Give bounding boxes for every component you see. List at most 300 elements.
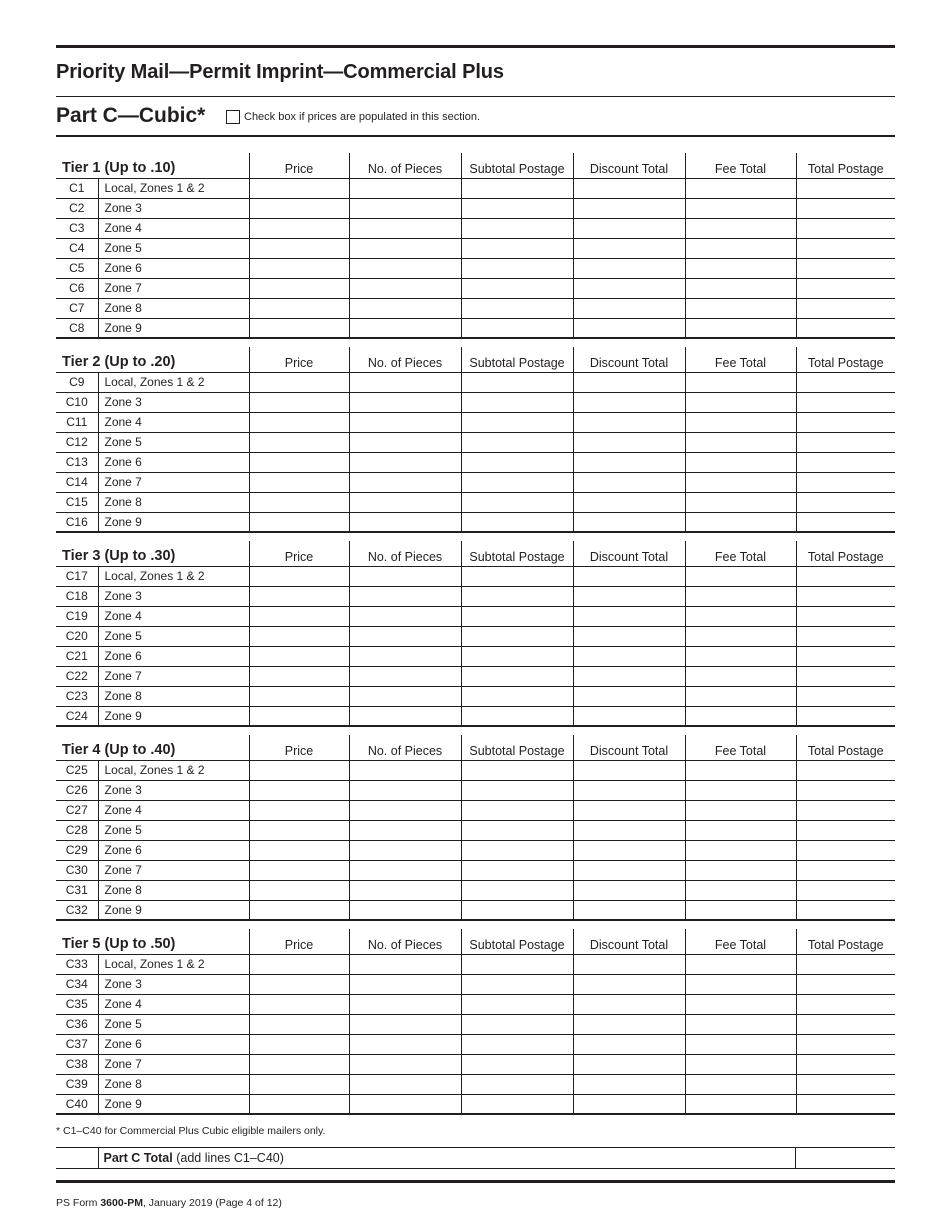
- zone-label: Zone 8: [98, 1074, 249, 1094]
- total-field[interactable]: [796, 512, 895, 532]
- subtotal-field[interactable]: [461, 820, 573, 840]
- pieces-field[interactable]: [349, 392, 461, 412]
- discount-field[interactable]: [573, 994, 685, 1014]
- price-field[interactable]: [249, 974, 349, 994]
- pieces-field[interactable]: [349, 1074, 461, 1094]
- column-header-price: Price: [249, 347, 349, 372]
- zone-label: Zone 5: [98, 432, 249, 452]
- subtotal-field[interactable]: [461, 686, 573, 706]
- price-field[interactable]: [249, 780, 349, 800]
- line-code: C1: [56, 178, 98, 198]
- line-code: C7: [56, 298, 98, 318]
- fee-field[interactable]: [685, 392, 796, 412]
- fee-field[interactable]: [685, 954, 796, 974]
- line-code: C38: [56, 1054, 98, 1074]
- table-row: [56, 994, 895, 1014]
- table-row: [56, 666, 895, 686]
- discount-field[interactable]: [573, 860, 685, 880]
- table-row: [56, 760, 895, 780]
- price-field[interactable]: [249, 666, 349, 686]
- price-field[interactable]: [249, 1094, 349, 1114]
- top-rule: [56, 45, 895, 48]
- subtotal-field[interactable]: [461, 954, 573, 974]
- subtotal-field[interactable]: [461, 238, 573, 258]
- pieces-field[interactable]: [349, 372, 461, 392]
- subtotal-field[interactable]: [461, 706, 573, 726]
- total-field[interactable]: [796, 412, 895, 432]
- pieces-field[interactable]: [349, 954, 461, 974]
- pieces-field[interactable]: [349, 492, 461, 512]
- discount-field[interactable]: [573, 452, 685, 472]
- zone-label: Zone 9: [98, 706, 249, 726]
- discount-field[interactable]: [573, 412, 685, 432]
- pieces-field[interactable]: [349, 974, 461, 994]
- price-field[interactable]: [249, 626, 349, 646]
- subtotal-field[interactable]: [461, 566, 573, 586]
- subtotal-field[interactable]: [461, 218, 573, 238]
- fee-field[interactable]: [685, 1074, 796, 1094]
- discount-field[interactable]: [573, 760, 685, 780]
- footer-suffix: , January 2019 (Page 4 of 12): [142, 1197, 282, 1209]
- discount-field[interactable]: [573, 258, 685, 278]
- line-code: C35: [56, 994, 98, 1014]
- total-field[interactable]: [796, 706, 895, 726]
- subtotal-field[interactable]: [461, 452, 573, 472]
- discount-field[interactable]: [573, 198, 685, 218]
- table-row: [56, 646, 895, 666]
- table-row: [56, 706, 895, 726]
- discount-field[interactable]: [573, 1034, 685, 1054]
- total-field[interactable]: [796, 780, 895, 800]
- total-field[interactable]: [796, 686, 895, 706]
- pieces-field[interactable]: [349, 258, 461, 278]
- fee-field[interactable]: [685, 1094, 796, 1114]
- discount-field[interactable]: [573, 566, 685, 586]
- discount-field[interactable]: [573, 606, 685, 626]
- discount-field[interactable]: [573, 238, 685, 258]
- price-field[interactable]: [249, 1014, 349, 1034]
- fee-field[interactable]: [685, 318, 796, 338]
- subtotal-field[interactable]: [461, 780, 573, 800]
- pieces-field[interactable]: [349, 512, 461, 532]
- total-field[interactable]: [796, 258, 895, 278]
- pieces-field[interactable]: [349, 626, 461, 646]
- subtotal-field[interactable]: [461, 800, 573, 820]
- fee-field[interactable]: [685, 372, 796, 392]
- total-field[interactable]: [796, 820, 895, 840]
- total-field[interactable]: [796, 372, 895, 392]
- fee-field[interactable]: [685, 278, 796, 298]
- fee-field[interactable]: [685, 258, 796, 278]
- total-field[interactable]: [796, 452, 895, 472]
- pieces-field[interactable]: [349, 452, 461, 472]
- line-code: C34: [56, 974, 98, 994]
- fee-field[interactable]: [685, 198, 796, 218]
- fee-field[interactable]: [685, 178, 796, 198]
- table-row: [56, 392, 895, 412]
- pieces-field[interactable]: [349, 198, 461, 218]
- total-field[interactable]: [796, 1074, 895, 1094]
- table-row: [56, 512, 895, 532]
- bottom-rule: [56, 1180, 895, 1183]
- table-row: [56, 258, 895, 278]
- total-field[interactable]: [796, 900, 895, 920]
- price-field[interactable]: [249, 432, 349, 452]
- column-header-price: Price: [249, 929, 349, 954]
- fee-field[interactable]: [685, 974, 796, 994]
- total-field[interactable]: [796, 392, 895, 412]
- line-code: C31: [56, 880, 98, 900]
- subtotal-field[interactable]: [461, 606, 573, 626]
- discount-field[interactable]: [573, 298, 685, 318]
- price-field[interactable]: [249, 258, 349, 278]
- subtotal-field[interactable]: [461, 432, 573, 452]
- fee-field[interactable]: [685, 492, 796, 512]
- total-field[interactable]: [796, 178, 895, 198]
- fee-field[interactable]: [685, 606, 796, 626]
- prices-populated-label: Check box if prices are populated in this section.: [244, 111, 481, 123]
- fee-field[interactable]: [685, 646, 796, 666]
- subtotal-field[interactable]: [461, 646, 573, 666]
- total-field[interactable]: [796, 646, 895, 666]
- fee-field[interactable]: [685, 218, 796, 238]
- pieces-field[interactable]: [349, 278, 461, 298]
- line-code: C36: [56, 1014, 98, 1034]
- fee-field[interactable]: [685, 472, 796, 492]
- price-field[interactable]: [249, 412, 349, 432]
- fee-field[interactable]: [685, 586, 796, 606]
- pieces-field[interactable]: [349, 994, 461, 1014]
- price-field[interactable]: [249, 586, 349, 606]
- pieces-field[interactable]: [349, 800, 461, 820]
- price-field[interactable]: [249, 900, 349, 920]
- total-field[interactable]: [796, 974, 895, 994]
- tier-header-row: [56, 347, 895, 372]
- discount-field[interactable]: [573, 706, 685, 726]
- fee-field[interactable]: [685, 666, 796, 686]
- pieces-field[interactable]: [349, 586, 461, 606]
- total-field[interactable]: [796, 238, 895, 258]
- price-field[interactable]: [249, 566, 349, 586]
- table-row: [56, 1054, 895, 1074]
- pieces-field[interactable]: [349, 1034, 461, 1054]
- price-field[interactable]: [249, 472, 349, 492]
- tier-table: [56, 735, 895, 921]
- pieces-field[interactable]: [349, 432, 461, 452]
- price-field[interactable]: [249, 298, 349, 318]
- table-row: [56, 820, 895, 840]
- price-field[interactable]: [249, 238, 349, 258]
- total-field[interactable]: [796, 432, 895, 452]
- pieces-field[interactable]: [349, 880, 461, 900]
- part-title: Part C—Cubic*: [56, 104, 206, 127]
- price-field[interactable]: [249, 800, 349, 820]
- price-field[interactable]: [249, 880, 349, 900]
- fee-field[interactable]: [685, 900, 796, 920]
- fee-field[interactable]: [685, 1034, 796, 1054]
- discount-field[interactable]: [573, 646, 685, 666]
- fee-field[interactable]: [685, 860, 796, 880]
- price-field[interactable]: [249, 994, 349, 1014]
- fee-field[interactable]: [685, 840, 796, 860]
- pieces-field[interactable]: [349, 318, 461, 338]
- discount-field[interactable]: [573, 820, 685, 840]
- subtotal-field[interactable]: [461, 198, 573, 218]
- pieces-field[interactable]: [349, 666, 461, 686]
- subtotal-field[interactable]: [461, 512, 573, 532]
- form-title: Priority Mail—Permit Imprint—Commercial Plus: [56, 61, 504, 83]
- price-field[interactable]: [249, 318, 349, 338]
- total-field[interactable]: [796, 994, 895, 1014]
- total-field[interactable]: [796, 218, 895, 238]
- table-row: [56, 780, 895, 800]
- fee-field[interactable]: [685, 800, 796, 820]
- tier-title: Tier 1 (Up to .10): [56, 153, 249, 178]
- pieces-field[interactable]: [349, 1014, 461, 1034]
- discount-field[interactable]: [573, 974, 685, 994]
- subtotal-field[interactable]: [461, 412, 573, 432]
- pieces-field[interactable]: [349, 1054, 461, 1074]
- fee-field[interactable]: [685, 626, 796, 646]
- pieces-field[interactable]: [349, 860, 461, 880]
- tier-table: [56, 929, 895, 1115]
- zone-label: Zone 9: [98, 318, 249, 338]
- discount-field[interactable]: [573, 392, 685, 412]
- discount-field[interactable]: [573, 900, 685, 920]
- discount-field[interactable]: [573, 840, 685, 860]
- table-row: [56, 298, 895, 318]
- discount-field[interactable]: [573, 218, 685, 238]
- fee-field[interactable]: [685, 780, 796, 800]
- zone-label: Zone 7: [98, 1054, 249, 1074]
- pieces-field[interactable]: [349, 218, 461, 238]
- subtotal-field[interactable]: [461, 1054, 573, 1074]
- discount-field[interactable]: [573, 178, 685, 198]
- total-field[interactable]: [796, 800, 895, 820]
- subtotal-field[interactable]: [461, 1094, 573, 1114]
- pieces-field[interactable]: [349, 686, 461, 706]
- fee-field[interactable]: [685, 452, 796, 472]
- price-field[interactable]: [249, 392, 349, 412]
- discount-field[interactable]: [573, 780, 685, 800]
- subtotal-field[interactable]: [461, 586, 573, 606]
- price-field[interactable]: [249, 1034, 349, 1054]
- pieces-field[interactable]: [349, 900, 461, 920]
- discount-field[interactable]: [573, 472, 685, 492]
- fee-field[interactable]: [685, 512, 796, 532]
- fee-field[interactable]: [685, 412, 796, 432]
- discount-field[interactable]: [573, 800, 685, 820]
- subtotal-field[interactable]: [461, 472, 573, 492]
- pieces-field[interactable]: [349, 298, 461, 318]
- total-field[interactable]: [796, 880, 895, 900]
- discount-field[interactable]: [573, 432, 685, 452]
- fee-field[interactable]: [685, 238, 796, 258]
- tier-header-row: [56, 929, 895, 954]
- total-field[interactable]: [796, 566, 895, 586]
- subtotal-field[interactable]: [461, 760, 573, 780]
- column-header-subtotal: Subtotal Postage: [461, 929, 573, 954]
- price-field[interactable]: [249, 706, 349, 726]
- line-code: C3: [56, 218, 98, 238]
- pieces-field[interactable]: [349, 760, 461, 780]
- column-header-pieces: No. of Pieces: [349, 541, 461, 566]
- column-header-fee: Fee Total: [685, 347, 796, 372]
- subtotal-field[interactable]: [461, 178, 573, 198]
- tier-header-row: [56, 153, 895, 178]
- discount-field[interactable]: [573, 1074, 685, 1094]
- pieces-field[interactable]: [349, 1094, 461, 1114]
- table-row: [56, 586, 895, 606]
- table-row: [56, 1074, 895, 1094]
- fee-field[interactable]: [685, 432, 796, 452]
- tier-title: Tier 4 (Up to .40): [56, 735, 249, 760]
- price-field[interactable]: [249, 1054, 349, 1074]
- total-field[interactable]: [796, 198, 895, 218]
- total-label-note: (add lines C1–C40): [172, 1151, 284, 1165]
- price-field[interactable]: [249, 1074, 349, 1094]
- subtotal-field[interactable]: [461, 1034, 573, 1054]
- total-field[interactable]: [796, 298, 895, 318]
- total-field[interactable]: [796, 840, 895, 860]
- discount-field[interactable]: [573, 586, 685, 606]
- fee-field[interactable]: [685, 298, 796, 318]
- fee-field[interactable]: [685, 1054, 796, 1074]
- total-field[interactable]: [796, 666, 895, 686]
- fee-field[interactable]: [685, 760, 796, 780]
- pieces-field[interactable]: [349, 840, 461, 860]
- discount-field[interactable]: [573, 666, 685, 686]
- discount-field[interactable]: [573, 686, 685, 706]
- discount-field[interactable]: [573, 372, 685, 392]
- total-field[interactable]: [796, 318, 895, 338]
- zone-label: Zone 4: [98, 800, 249, 820]
- line-code: C17: [56, 566, 98, 586]
- part-c-total-field[interactable]: [795, 1148, 895, 1169]
- subtotal-field[interactable]: [461, 994, 573, 1014]
- subtotal-field[interactable]: [461, 1074, 573, 1094]
- price-field[interactable]: [249, 372, 349, 392]
- price-field[interactable]: [249, 178, 349, 198]
- price-field[interactable]: [249, 954, 349, 974]
- total-field[interactable]: [796, 1094, 895, 1114]
- subtotal-field[interactable]: [461, 392, 573, 412]
- discount-field[interactable]: [573, 512, 685, 532]
- pieces-field[interactable]: [349, 238, 461, 258]
- subtotal-field[interactable]: [461, 318, 573, 338]
- subtotal-field[interactable]: [461, 666, 573, 686]
- price-field[interactable]: [249, 686, 349, 706]
- pieces-field[interactable]: [349, 412, 461, 432]
- total-field[interactable]: [796, 278, 895, 298]
- price-field[interactable]: [249, 860, 349, 880]
- pieces-field[interactable]: [349, 606, 461, 626]
- zone-label: Zone 9: [98, 512, 249, 532]
- subtotal-field[interactable]: [461, 278, 573, 298]
- total-field[interactable]: [796, 606, 895, 626]
- fee-field[interactable]: [685, 566, 796, 586]
- table-row: [56, 452, 895, 472]
- subtotal-field[interactable]: [461, 626, 573, 646]
- zone-label: Zone 8: [98, 298, 249, 318]
- price-field[interactable]: [249, 492, 349, 512]
- subtotal-field[interactable]: [461, 492, 573, 512]
- price-field[interactable]: [249, 512, 349, 532]
- total-field[interactable]: [796, 760, 895, 780]
- pieces-field[interactable]: [349, 820, 461, 840]
- fee-field[interactable]: [685, 880, 796, 900]
- price-field[interactable]: [249, 218, 349, 238]
- price-field[interactable]: [249, 820, 349, 840]
- total-field[interactable]: [796, 586, 895, 606]
- subtotal-field[interactable]: [461, 974, 573, 994]
- subtotal-field[interactable]: [461, 880, 573, 900]
- pieces-field[interactable]: [349, 178, 461, 198]
- pieces-field[interactable]: [349, 646, 461, 666]
- fee-field[interactable]: [685, 820, 796, 840]
- total-field[interactable]: [796, 472, 895, 492]
- discount-field[interactable]: [573, 1054, 685, 1074]
- discount-field[interactable]: [573, 626, 685, 646]
- price-field[interactable]: [249, 646, 349, 666]
- subtotal-field[interactable]: [461, 840, 573, 860]
- pieces-field[interactable]: [349, 472, 461, 492]
- subtotal-field[interactable]: [461, 298, 573, 318]
- price-field[interactable]: [249, 198, 349, 218]
- pieces-field[interactable]: [349, 706, 461, 726]
- column-header-pieces: No. of Pieces: [349, 347, 461, 372]
- zone-label: Zone 5: [98, 820, 249, 840]
- fee-field[interactable]: [685, 706, 796, 726]
- discount-field[interactable]: [573, 1014, 685, 1034]
- price-field[interactable]: [249, 760, 349, 780]
- discount-field[interactable]: [573, 278, 685, 298]
- total-field[interactable]: [796, 1054, 895, 1074]
- total-field[interactable]: [796, 860, 895, 880]
- table-row: [56, 472, 895, 492]
- pieces-field[interactable]: [349, 566, 461, 586]
- total-field[interactable]: [796, 626, 895, 646]
- subtotal-field[interactable]: [461, 258, 573, 278]
- discount-field[interactable]: [573, 954, 685, 974]
- fee-field[interactable]: [685, 1014, 796, 1034]
- price-field[interactable]: [249, 840, 349, 860]
- total-field[interactable]: [796, 1014, 895, 1034]
- discount-field[interactable]: [573, 492, 685, 512]
- zone-label: Zone 3: [98, 392, 249, 412]
- price-field[interactable]: [249, 606, 349, 626]
- total-field[interactable]: [796, 954, 895, 974]
- zone-label: Zone 6: [98, 1034, 249, 1054]
- subtotal-field[interactable]: [461, 900, 573, 920]
- total-field[interactable]: [796, 492, 895, 512]
- fee-field[interactable]: [685, 686, 796, 706]
- line-code: C29: [56, 840, 98, 860]
- price-field[interactable]: [249, 278, 349, 298]
- subtotal-field[interactable]: [461, 860, 573, 880]
- total-field[interactable]: [796, 1034, 895, 1054]
- column-header-subtotal: Subtotal Postage: [461, 347, 573, 372]
- discount-field[interactable]: [573, 880, 685, 900]
- prices-populated-checkbox[interactable]: [226, 110, 240, 124]
- pieces-field[interactable]: [349, 780, 461, 800]
- subtotal-field[interactable]: [461, 372, 573, 392]
- price-field[interactable]: [249, 452, 349, 472]
- subtotal-field[interactable]: [461, 1014, 573, 1034]
- discount-field[interactable]: [573, 318, 685, 338]
- discount-field[interactable]: [573, 1094, 685, 1114]
- fee-field[interactable]: [685, 994, 796, 1014]
